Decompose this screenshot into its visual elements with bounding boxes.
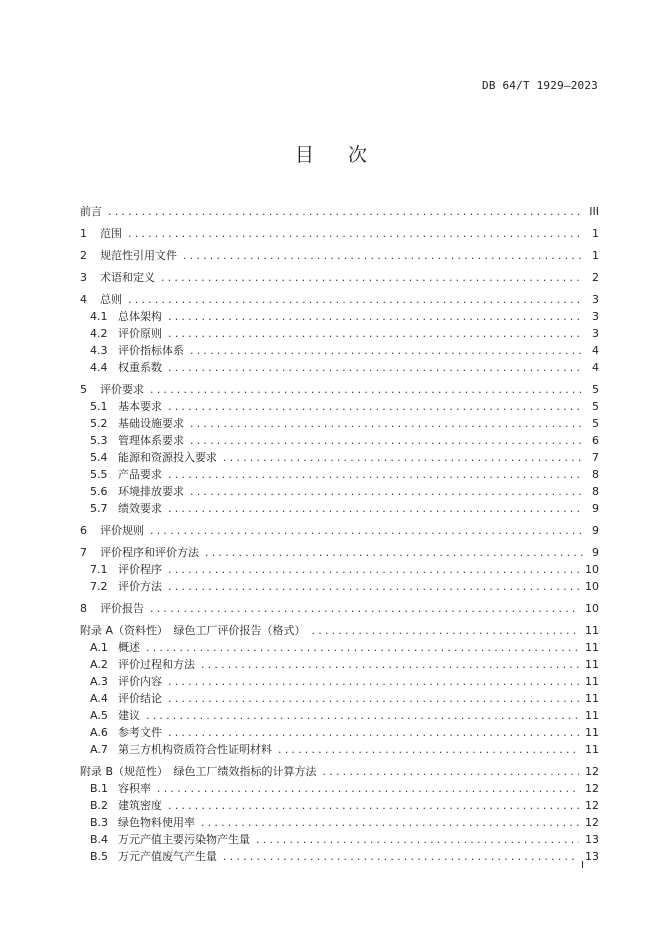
toc-entry[interactable]	[80, 432, 599, 449]
toc-entry-number: 2	[80, 249, 87, 262]
toc-entry-page: 5	[592, 417, 599, 430]
toc-leader-dots	[168, 561, 579, 578]
toc-entry-number: 8	[80, 602, 87, 615]
toc-entry-label: 附录 B（规范性） 绿色工厂绩效指标的计算方法	[80, 765, 317, 778]
toc-entry[interactable]	[80, 466, 599, 483]
toc-leader-dots	[183, 247, 583, 264]
toc-entry-page: 11	[585, 624, 599, 637]
toc-entry-page: 12	[585, 799, 599, 812]
toc-leader-dots	[168, 325, 583, 342]
toc-entry-page: 9	[592, 546, 599, 559]
toc-entry-page: III	[589, 205, 599, 218]
toc-entry[interactable]	[80, 797, 599, 814]
toc-entry[interactable]	[80, 544, 599, 561]
toc-leader-dots	[201, 656, 579, 673]
toc-entry-label: 评价要求	[100, 383, 144, 396]
toc-leader-dots	[150, 522, 583, 539]
toc-entry[interactable]	[80, 415, 599, 432]
toc-leader-dots	[323, 763, 579, 780]
toc-entry-page: 8	[592, 485, 599, 498]
toc-entry-label: 评价程序	[118, 563, 162, 576]
toc-entry-page: 9	[592, 524, 599, 537]
toc-entry-label: 评价过程和方法	[118, 658, 195, 671]
toc-entry-number: 5.6	[90, 485, 108, 498]
toc-entry-label: 建议	[118, 709, 140, 722]
toc-leader-dots	[150, 600, 579, 617]
toc-entry-number: A.5	[90, 709, 108, 722]
toc-entry[interactable]	[80, 690, 599, 707]
toc-entry[interactable]	[80, 359, 599, 376]
page-title: 目次	[294, 144, 401, 166]
toc-entry-number: A.4	[90, 692, 108, 705]
toc-leader-dots	[146, 639, 579, 656]
toc-leader-dots	[190, 483, 583, 500]
toc-leader-dots	[223, 848, 579, 865]
toc-entry-label: 前言	[80, 205, 102, 218]
toc-leader-dots	[128, 225, 583, 242]
toc-leader-dots	[168, 398, 583, 415]
toc-entry-number: 4.4	[90, 361, 108, 374]
toc-leader-dots	[223, 449, 583, 466]
toc-entry-page: 13	[585, 850, 599, 863]
toc-entry-label: 评价方法	[118, 580, 162, 593]
toc-entry-number: B.2	[90, 799, 109, 812]
toc-entry[interactable]	[80, 247, 599, 264]
toc-entry[interactable]	[80, 500, 599, 517]
toc-entry[interactable]	[80, 561, 599, 578]
toc-entry-page: 11	[585, 675, 599, 688]
toc-leader-dots	[168, 578, 579, 595]
toc-entry[interactable]	[80, 814, 599, 831]
toc-entry-number: 4.3	[90, 344, 108, 357]
toc-entry-number: 3	[80, 271, 87, 284]
toc-entry[interactable]	[80, 449, 599, 466]
toc-entry-label: 权重系数	[118, 361, 162, 374]
toc-entry-page: 12	[585, 816, 599, 829]
toc-leader-dots	[168, 797, 579, 814]
toc-entry-number: B.3	[90, 816, 109, 829]
toc-entry-number: 5.7	[90, 502, 108, 515]
toc-leader-dots	[190, 432, 583, 449]
toc-entry-label: 环境排放要求	[118, 485, 184, 498]
toc-leader-dots	[168, 724, 579, 741]
toc-leader-dots	[168, 466, 583, 483]
toc-entry-label: 概述	[118, 641, 140, 654]
toc-entry-number: 1	[80, 227, 87, 240]
toc-entry-number: B.4	[90, 833, 109, 846]
toc-entry-page: 1	[592, 227, 599, 240]
toc-entry-label: 万元产值主要污染物产生量	[118, 833, 250, 846]
toc-entry-label: 评价内容	[118, 675, 162, 688]
toc-entry-number: 5.1	[90, 400, 108, 413]
toc-leader-dots	[205, 544, 583, 561]
toc-entry-number: A.1	[90, 641, 108, 654]
toc-entry-page: 8	[592, 468, 599, 481]
toc-leader-dots	[278, 741, 579, 758]
toc-entry[interactable]	[80, 707, 599, 724]
toc-entry-label: 绩效要求	[118, 502, 162, 515]
toc-entry[interactable]	[80, 600, 599, 617]
toc-leader-dots	[190, 415, 583, 432]
toc-entry-page: 11	[585, 743, 599, 756]
toc-entry-label: 附录 A（资料性） 绿色工厂评价报告（格式）	[80, 624, 306, 637]
toc-entry-page: 13	[585, 833, 599, 846]
toc-entry-page: 12	[585, 782, 599, 795]
toc-leader-dots	[168, 690, 579, 707]
toc-entry-number: A.6	[90, 726, 108, 739]
toc-leader-dots	[128, 291, 583, 308]
toc-leader-dots	[168, 359, 583, 376]
toc-entry[interactable]	[80, 656, 599, 673]
toc-entry-label: 评价结论	[118, 692, 162, 705]
toc-entry-number: B.5	[90, 850, 109, 863]
toc-entry[interactable]	[80, 225, 599, 242]
toc-leader-dots	[168, 308, 583, 325]
toc-leader-dots	[312, 622, 579, 639]
toc-entry[interactable]	[80, 483, 599, 500]
toc-entry[interactable]	[80, 203, 599, 220]
toc-entry-page: 10	[585, 563, 599, 576]
table-of-contents	[80, 203, 599, 865]
toc-entry-label: 总体架构	[118, 310, 162, 323]
toc-entry[interactable]	[80, 763, 599, 780]
toc-entry-number: 7	[80, 546, 87, 559]
toc-entry[interactable]	[80, 780, 599, 797]
toc-entry[interactable]	[80, 578, 599, 595]
toc-entry-page: 12	[585, 765, 599, 778]
toc-entry-label: 万元产值废气产生量	[118, 850, 217, 863]
toc-entry-label: 第三方机构资质符合性证明材料	[118, 743, 272, 756]
toc-entry-page: 3	[592, 310, 599, 323]
toc-entry-number: 6	[80, 524, 87, 537]
toc-entry-label: 产品要求	[118, 468, 162, 481]
toc-entry-page: 7	[592, 451, 599, 464]
toc-entry[interactable]	[80, 724, 599, 741]
toc-entry-page: 2	[592, 271, 599, 284]
toc-entry-label: 能源和资源投入要求	[118, 451, 217, 464]
toc-entry-number: 5.4	[90, 451, 108, 464]
toc-entry-number: 5	[80, 383, 87, 396]
toc-entry-label: 绿色物料使用率	[118, 816, 195, 829]
toc-entry-label: 管理体系要求	[118, 434, 184, 447]
toc-entry-page: 1	[592, 249, 599, 262]
toc-entry-page: 3	[592, 293, 599, 306]
toc-entry-page: 11	[585, 641, 599, 654]
toc-entry[interactable]	[80, 639, 599, 656]
page-number: I	[581, 860, 584, 871]
toc-entry-page: 9	[592, 502, 599, 515]
toc-entry-number: 7.2	[90, 580, 108, 593]
toc-leader-dots	[108, 203, 583, 220]
toc-entry-number: A.2	[90, 658, 108, 671]
toc-leader-dots	[256, 831, 579, 848]
toc-entry[interactable]	[80, 831, 599, 848]
toc-leader-dots	[150, 381, 583, 398]
toc-entry-label: 评价原则	[118, 327, 162, 340]
toc-leader-dots	[161, 269, 583, 286]
toc-entry[interactable]	[80, 622, 599, 639]
toc-leader-dots	[168, 673, 579, 690]
toc-entry-label: 评价指标体系	[118, 344, 184, 357]
toc-entry-label: 规范性引用文件	[100, 249, 177, 262]
toc-entry[interactable]	[80, 398, 599, 415]
toc-entry-number: 4.2	[90, 327, 108, 340]
document-id: DB 64/T 1929—2023	[482, 79, 598, 92]
toc-leader-dots	[157, 780, 579, 797]
toc-leader-dots	[190, 342, 583, 359]
toc-entry-page: 6	[592, 434, 599, 447]
toc-entry-page: 5	[592, 400, 599, 413]
toc-entry[interactable]	[80, 291, 599, 308]
toc-entry-page: 10	[585, 602, 599, 615]
toc-entry[interactable]	[80, 673, 599, 690]
toc-entry-page: 11	[585, 709, 599, 722]
toc-entry-label: 评价规则	[100, 524, 144, 537]
toc-entry-page: 5	[592, 383, 599, 396]
toc-entry[interactable]	[80, 381, 599, 398]
toc-entry-label: 容积率	[118, 782, 151, 795]
toc-entry-label: 术语和定义	[100, 271, 155, 284]
toc-entry[interactable]	[80, 848, 599, 865]
toc-entry-label: 评价程序和评价方法	[100, 546, 199, 559]
toc-entry-label: 建筑密度	[118, 799, 162, 812]
toc-entry[interactable]	[80, 342, 599, 359]
toc-entry[interactable]	[80, 741, 599, 758]
toc-entry-label: 基本要求	[118, 400, 162, 413]
toc-entry-number: 7.1	[90, 563, 108, 576]
toc-entry-page: 10	[585, 580, 599, 593]
toc-entry-number: B.1	[90, 782, 109, 795]
toc-entry-number: A.3	[90, 675, 108, 688]
toc-entry-number: A.7	[90, 743, 108, 756]
toc-entry[interactable]	[80, 269, 599, 286]
toc-entry-label: 参考文件	[118, 726, 162, 739]
toc-entry-page: 11	[585, 726, 599, 739]
toc-leader-dots	[201, 814, 579, 831]
toc-entry-page: 4	[592, 361, 599, 374]
toc-leader-dots	[168, 500, 583, 517]
toc-entry-label: 总则	[100, 293, 122, 306]
toc-entry-page: 3	[592, 327, 599, 340]
toc-entry-number: 5.3	[90, 434, 108, 447]
toc-entry-page: 11	[585, 658, 599, 671]
toc-entry-page: 4	[592, 344, 599, 357]
toc-entry-label: 基础设施要求	[118, 417, 184, 430]
toc-entry-page: 11	[585, 692, 599, 705]
toc-entry-label: 评价报告	[100, 602, 144, 615]
toc-entry-number: 5.2	[90, 417, 108, 430]
toc-entry-number: 5.5	[90, 468, 108, 481]
toc-entry[interactable]	[80, 308, 599, 325]
toc-leader-dots	[146, 707, 579, 724]
toc-entry-number: 4	[80, 293, 87, 306]
toc-entry-number: 4.1	[90, 310, 108, 323]
toc-entry-label: 范围	[100, 227, 122, 240]
toc-entry[interactable]	[80, 325, 599, 342]
toc-entry[interactable]	[80, 522, 599, 539]
